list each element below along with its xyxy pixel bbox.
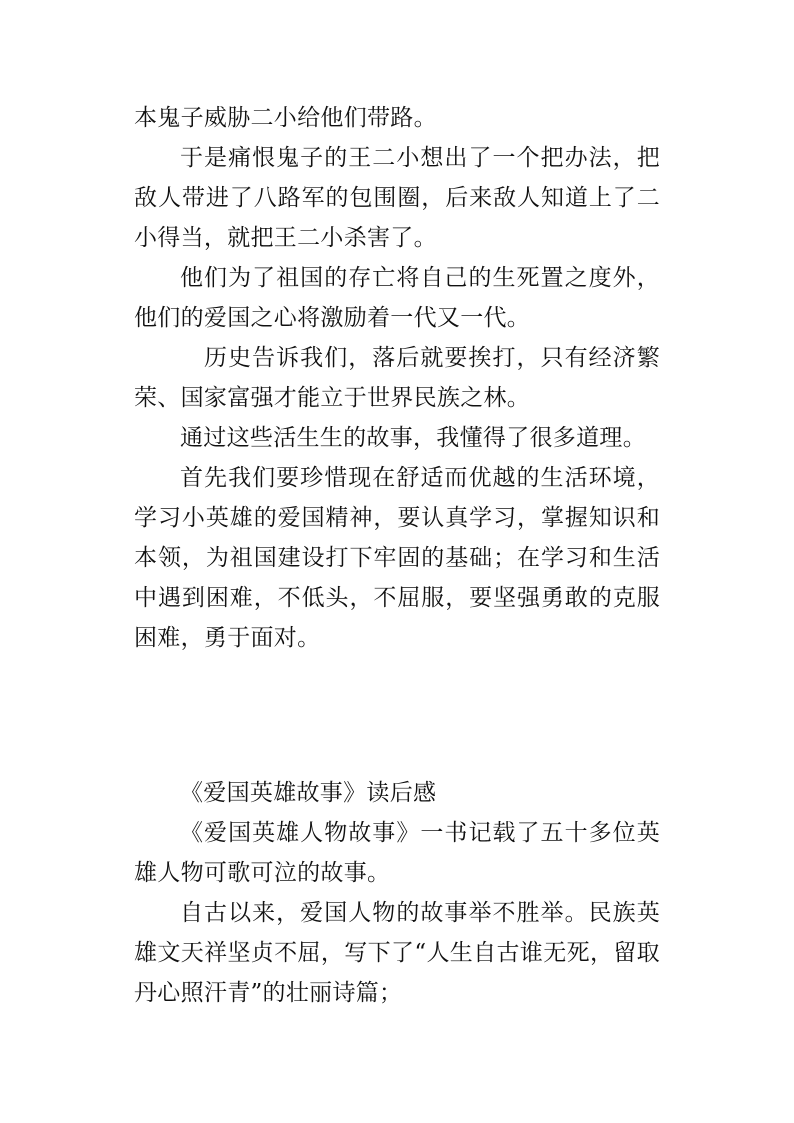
essay-title: 《爱国英雄故事》读后感 <box>180 780 437 806</box>
paragraph-understanding: 通过这些活生生的故事，我懂得了很多道理。 <box>180 425 646 451</box>
section-2-text <box>134 773 660 1013</box>
paragraph-conclusion: 首先我们要珍惜现在舒适而优越的生活环境，学习小英雄的爱国精神，要认真学习，掌握知识和本领，为祖国建设打下牢固的基础；在学习和生活中遇到困难，不低头，不屈服，要坚强勇敢的克服困难，勇于面对。 <box>134 465 660 651</box>
paragraph-sacrifice: 他们为了祖国的存亡将自己的生死置之度外，他们的爱国之心将激励着一代又一代。 <box>134 265 660 331</box>
paragraph-continuation: 本鬼子威胁二小给他们带路。 <box>134 105 437 131</box>
paragraph-book-intro: 《爱国英雄人物故事》一书记载了五十多位英雄人物可歌可泣的故事。 <box>134 820 660 886</box>
paragraph-wang-erxiao: 于是痛恨鬼子的王二小想出了一个把办法，把敌人带进了八路军的包围圈，后来敌人知道上了二小得当，就把王二小杀害了。 <box>134 145 660 251</box>
section-1-text <box>134 98 660 658</box>
paragraph-history-lesson: 历史告诉我们，落后就要挨打，只有经济繁荣、国家富强才能立于世界民族之林。 <box>134 345 660 411</box>
paragraph-patriots: 自古以来，爱国人物的故事举不胜举。民族英雄文天祥坚贞不屈，写下了“人生自古谁无死，留取丹心照汗青”的壮丽诗篇； <box>134 900 660 1006</box>
